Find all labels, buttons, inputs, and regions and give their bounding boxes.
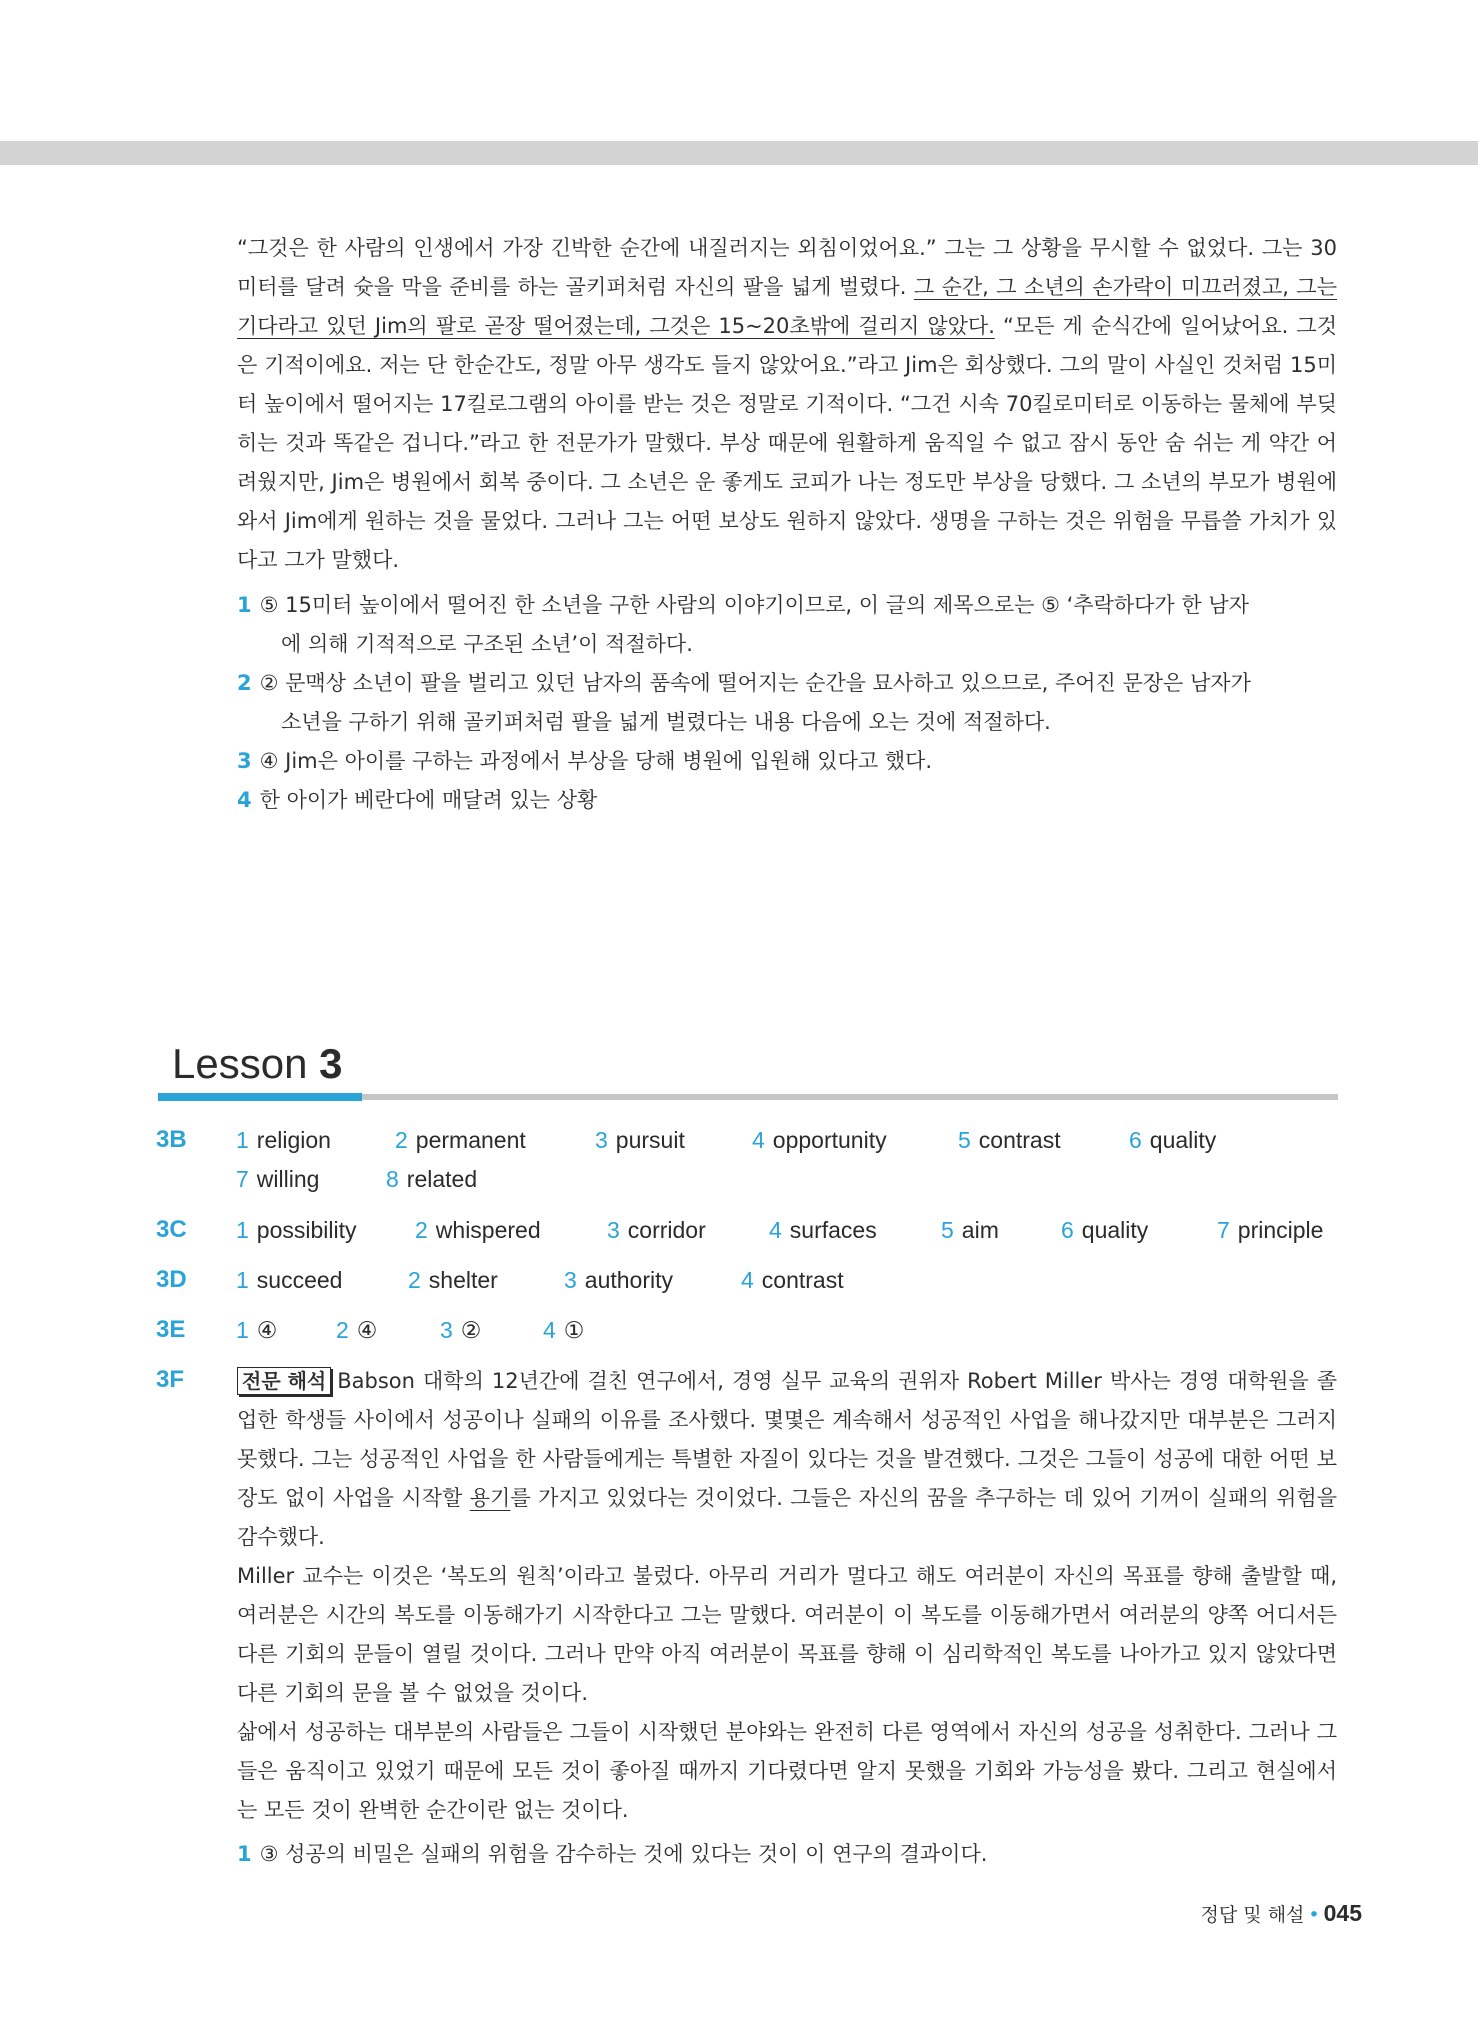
item-word: contrast xyxy=(978,1127,1061,1153)
lesson-number: 3 xyxy=(319,1040,343,1087)
item-number: 6 xyxy=(1129,1127,1142,1153)
answer-number: 2 xyxy=(237,671,252,695)
passage-2-paragraph-3: 삶에서 성공하는 대부분의 사람들은 그들이 시작했던 분야와는 완전히 다른 영역에서 자신의 성공을 성취한다. 그러나 그들은 움직이고 있었기 때문에 모든 것이 좋아질 때까지 기다렸다면 알지 못했을 기회와 가능성을 봤다. 그리고 현실에서는 모든 것이 완벽한 순간이란 없는 것이다. xyxy=(237,1720,1337,1822)
answer-number: 3 xyxy=(237,749,252,773)
item-choice: ① xyxy=(563,1317,585,1343)
row-label-3C: 3C xyxy=(156,1216,187,1243)
vocab-item xyxy=(1217,1217,1323,1244)
vocab-item xyxy=(236,1267,342,1294)
item-word: willing xyxy=(256,1166,320,1192)
answer-item xyxy=(440,1317,481,1344)
passage-translation-1 xyxy=(237,229,1337,580)
item-number: 1 xyxy=(236,1217,249,1243)
item-word: possibility xyxy=(256,1217,357,1243)
item-word: surfaces xyxy=(789,1217,877,1243)
vocab-item xyxy=(741,1267,844,1294)
answer-text: ② 문맥상 소년이 팔을 벌리고 있던 남자의 품속에 떨어지는 순간을 묘사하고 있으므로, 주어진 문장은 남자가 xyxy=(259,671,1251,695)
lesson-word: Lesson xyxy=(172,1040,308,1087)
answer-text: ④ Jim은 아이를 구하는 과정에서 부상을 당해 병원에 입원해 있다고 했다. xyxy=(259,749,933,773)
item-number: 4 xyxy=(752,1127,765,1153)
item-number: 4 xyxy=(741,1267,754,1293)
item-word: principle xyxy=(1237,1217,1324,1243)
page-number: 045 xyxy=(1323,1900,1362,1926)
answer-3 xyxy=(237,742,1337,781)
passage-2-text-b: 를 가지고 있었다는 것이었다. 그들은 자신의 꿈을 추구하는 데 있어 기꺼이 실패의 위험을 감수했다. xyxy=(237,1486,1338,1549)
footer-label: 정답 및 해설 xyxy=(1200,1904,1305,1926)
item-number: 4 xyxy=(769,1217,782,1243)
answer-text-cont: 소년을 구하기 위해 골키퍼처럼 팔을 넓게 벌렸다는 내용 다음에 오는 것에 적절하다. xyxy=(281,710,1051,734)
answer-number: 4 xyxy=(237,788,252,812)
lesson-rule-accent xyxy=(158,1093,362,1101)
item-number: 5 xyxy=(941,1217,954,1243)
passage-1-paragraph xyxy=(237,229,1337,580)
vocab-item xyxy=(564,1267,673,1294)
answer-text: 한 아이가 베란다에 매달려 있는 상황 xyxy=(259,788,598,812)
vocab-item xyxy=(769,1217,877,1244)
item-word: corridor xyxy=(627,1217,706,1243)
translation-tag: 전문 해석 xyxy=(237,1367,331,1395)
answer-number: 1 xyxy=(237,593,252,617)
item-number: 2 xyxy=(408,1267,421,1293)
answer-number: 1 xyxy=(237,1842,252,1866)
vocab-item xyxy=(958,1127,1061,1154)
passage-2-underlined: 용기 xyxy=(469,1486,511,1510)
item-number: 8 xyxy=(386,1166,399,1192)
item-number: 3 xyxy=(440,1317,453,1343)
vocab-item xyxy=(595,1127,685,1154)
answer-item xyxy=(543,1317,584,1344)
item-number: 2 xyxy=(336,1317,349,1343)
item-word: quality xyxy=(1149,1127,1217,1153)
page-footer xyxy=(1201,1900,1362,1927)
lesson-title xyxy=(172,1040,342,1088)
item-number: 1 xyxy=(236,1267,249,1293)
row-label-3E: 3E xyxy=(156,1316,186,1343)
answer-2 xyxy=(237,664,1337,742)
vocab-item xyxy=(1129,1127,1216,1154)
answer-3F-1 xyxy=(237,1835,1337,1874)
vocab-item xyxy=(1061,1217,1148,1244)
item-word: opportunity xyxy=(772,1127,887,1153)
item-choice: ④ xyxy=(256,1317,278,1343)
item-word: related xyxy=(406,1166,478,1192)
item-word: religion xyxy=(256,1127,331,1153)
item-word: shelter xyxy=(428,1267,498,1293)
row-label-3B: 3B xyxy=(156,1126,187,1153)
passage-2-paragraph-1 xyxy=(237,1362,1337,1557)
vocab-item xyxy=(752,1127,887,1154)
passage-1-text-a: “그것은 한 사람의 인생에서 가장 긴박한 순간에 내질러지는 외침이었어요.” 그는 그 상황을 무시할 수 없었다. 그는 30미터를 달려 슛을 막을 준비를 하는 골키퍼처럼 자신의 팔을 넓게 벌렸다. xyxy=(237,236,1337,299)
item-number: 5 xyxy=(958,1127,971,1153)
answer-text: ⑤ 15미터 높이에서 떨어진 한 소년을 구한 사람의 이야기이므로, 이 글의 제목으로는 ⑤ ‘추락하다가 한 남자 xyxy=(259,593,1249,617)
passage-1-text-b: “모든 게 순식간에 일어났어요. 그것은 기적이에요. 저는 단 한순간도, 정말 아무 생각도 들지 않았어요.”라고 Jim은 회상했다. 그의 말이 사실인 것처럼 15미터 높이에서 떨어지는 17킬로그램의 아이를 받는 것은 정말로 기적이다. “그건 시속 70킬로미터로 이동하는 물체에 부딪히는 것과 똑같은 겁니다.”라고 한 전문가가 말했다. 부상 때문에 원활하게 움직일 수 없고 잠시 동안 숨 쉬는 게 약간 어려웠지만, Jim은 병원에서 회복 중이다. 그 소년은 운 좋게도 코피가 나는 정도만 부상을 당했다. 그 소년의 부모가 병원에 와서 Jim에게 원하는 것을 물었다. 그러나 그는 어떤 보상도 원하지 않았다. 생명을 구하는 것은 위험을 무릅쓸 가치가 있다고 그가 말했다. xyxy=(237,314,1337,572)
passage-2-paragraph-2: Miller 교수는 이것은 ‘복도의 원칙’이라고 불렀다. 아무리 거리가 멀다고 해도 여러분이 자신의 목표를 향해 출발할 때, 여러분은 시간의 복도를 이동해가기 시작한다고 그는 말했다. 여러분이 이 복도를 이동해가면서 여러분의 양쪽 어디서든 다른 기회의 문들이 열릴 것이다. 그러나 만약 아직 여러분이 목표를 향해 이 심리학적인 복도를 나아가고 있지 않았다면 다른 기회의 문을 볼 수 없었을 것이다. xyxy=(237,1564,1337,1705)
answer-text-cont: 에 의해 기적적으로 구조된 소년’이 적절하다. xyxy=(281,632,693,656)
row-label-3D: 3D xyxy=(156,1266,187,1293)
item-word: pursuit xyxy=(615,1127,685,1153)
item-number: 1 xyxy=(236,1127,249,1153)
footer-bullet: • xyxy=(1308,1904,1320,1926)
item-number: 6 xyxy=(1061,1217,1074,1243)
item-number: 2 xyxy=(415,1217,428,1243)
vocab-item xyxy=(236,1166,319,1193)
item-number: 1 xyxy=(236,1317,249,1343)
item-word: authority xyxy=(584,1267,674,1293)
item-word: contrast xyxy=(761,1267,844,1293)
item-word: succeed xyxy=(256,1267,343,1293)
vocab-item xyxy=(941,1217,999,1244)
item-number: 4 xyxy=(543,1317,556,1343)
item-number: 7 xyxy=(1217,1217,1230,1243)
vocab-item xyxy=(236,1217,357,1244)
item-choice: ② xyxy=(460,1317,482,1343)
item-word: whispered xyxy=(435,1217,541,1243)
passage-translation-2 xyxy=(237,1362,1337,1830)
answer-1 xyxy=(237,586,1337,664)
passage-1-underlined: 그 순간, 그 소년의 손가락이 미끄러졌고, 그는 기다라고 있던 Jim의 팔로 곧장 떨어졌는데, 그것은 15~20초밖에 걸리지 않았다. xyxy=(237,275,1337,338)
row-label-3F: 3F xyxy=(156,1366,185,1393)
item-word: quality xyxy=(1081,1217,1149,1243)
answer-4 xyxy=(237,781,1337,820)
vocab-item xyxy=(607,1217,706,1244)
vocab-item xyxy=(395,1127,526,1154)
answer-item xyxy=(336,1317,377,1344)
passage-2-text-a: Babson 대학의 12년간에 걸친 연구에서, 경영 실무 교육의 권위자 Robert Miller 박사는 경영 대학원을 졸업한 학생들 사이에서 성공이나 실패의 이유를 조사했다. 몇몇은 계속해서 성공적인 사업을 해나갔지만 대부분은 그러지 못했다. 그는 성공적인 사업을 한 사람들에게는 특별한 자질이 있다는 것을 발견했다. 그것은 그들이 성공에 대한 어떤 보장도 없이 사업을 시작할 xyxy=(237,1369,1337,1510)
item-number: 3 xyxy=(595,1127,608,1153)
item-word: permanent xyxy=(415,1127,526,1153)
item-number: 2 xyxy=(395,1127,408,1153)
item-word: aim xyxy=(961,1217,999,1243)
item-number: 7 xyxy=(236,1166,249,1192)
item-number: 3 xyxy=(564,1267,577,1293)
item-choice: ④ xyxy=(356,1317,378,1343)
item-number: 3 xyxy=(607,1217,620,1243)
vocab-item xyxy=(386,1166,477,1193)
answer-text: ③ 성공의 비밀은 실패의 위험을 감수하는 것에 있다는 것이 이 연구의 결과이다. xyxy=(259,1842,988,1866)
vocab-item xyxy=(236,1127,331,1154)
vocab-item xyxy=(415,1217,541,1244)
answer-item xyxy=(236,1317,277,1344)
vocab-item xyxy=(408,1267,498,1294)
header-band xyxy=(0,141,1478,165)
